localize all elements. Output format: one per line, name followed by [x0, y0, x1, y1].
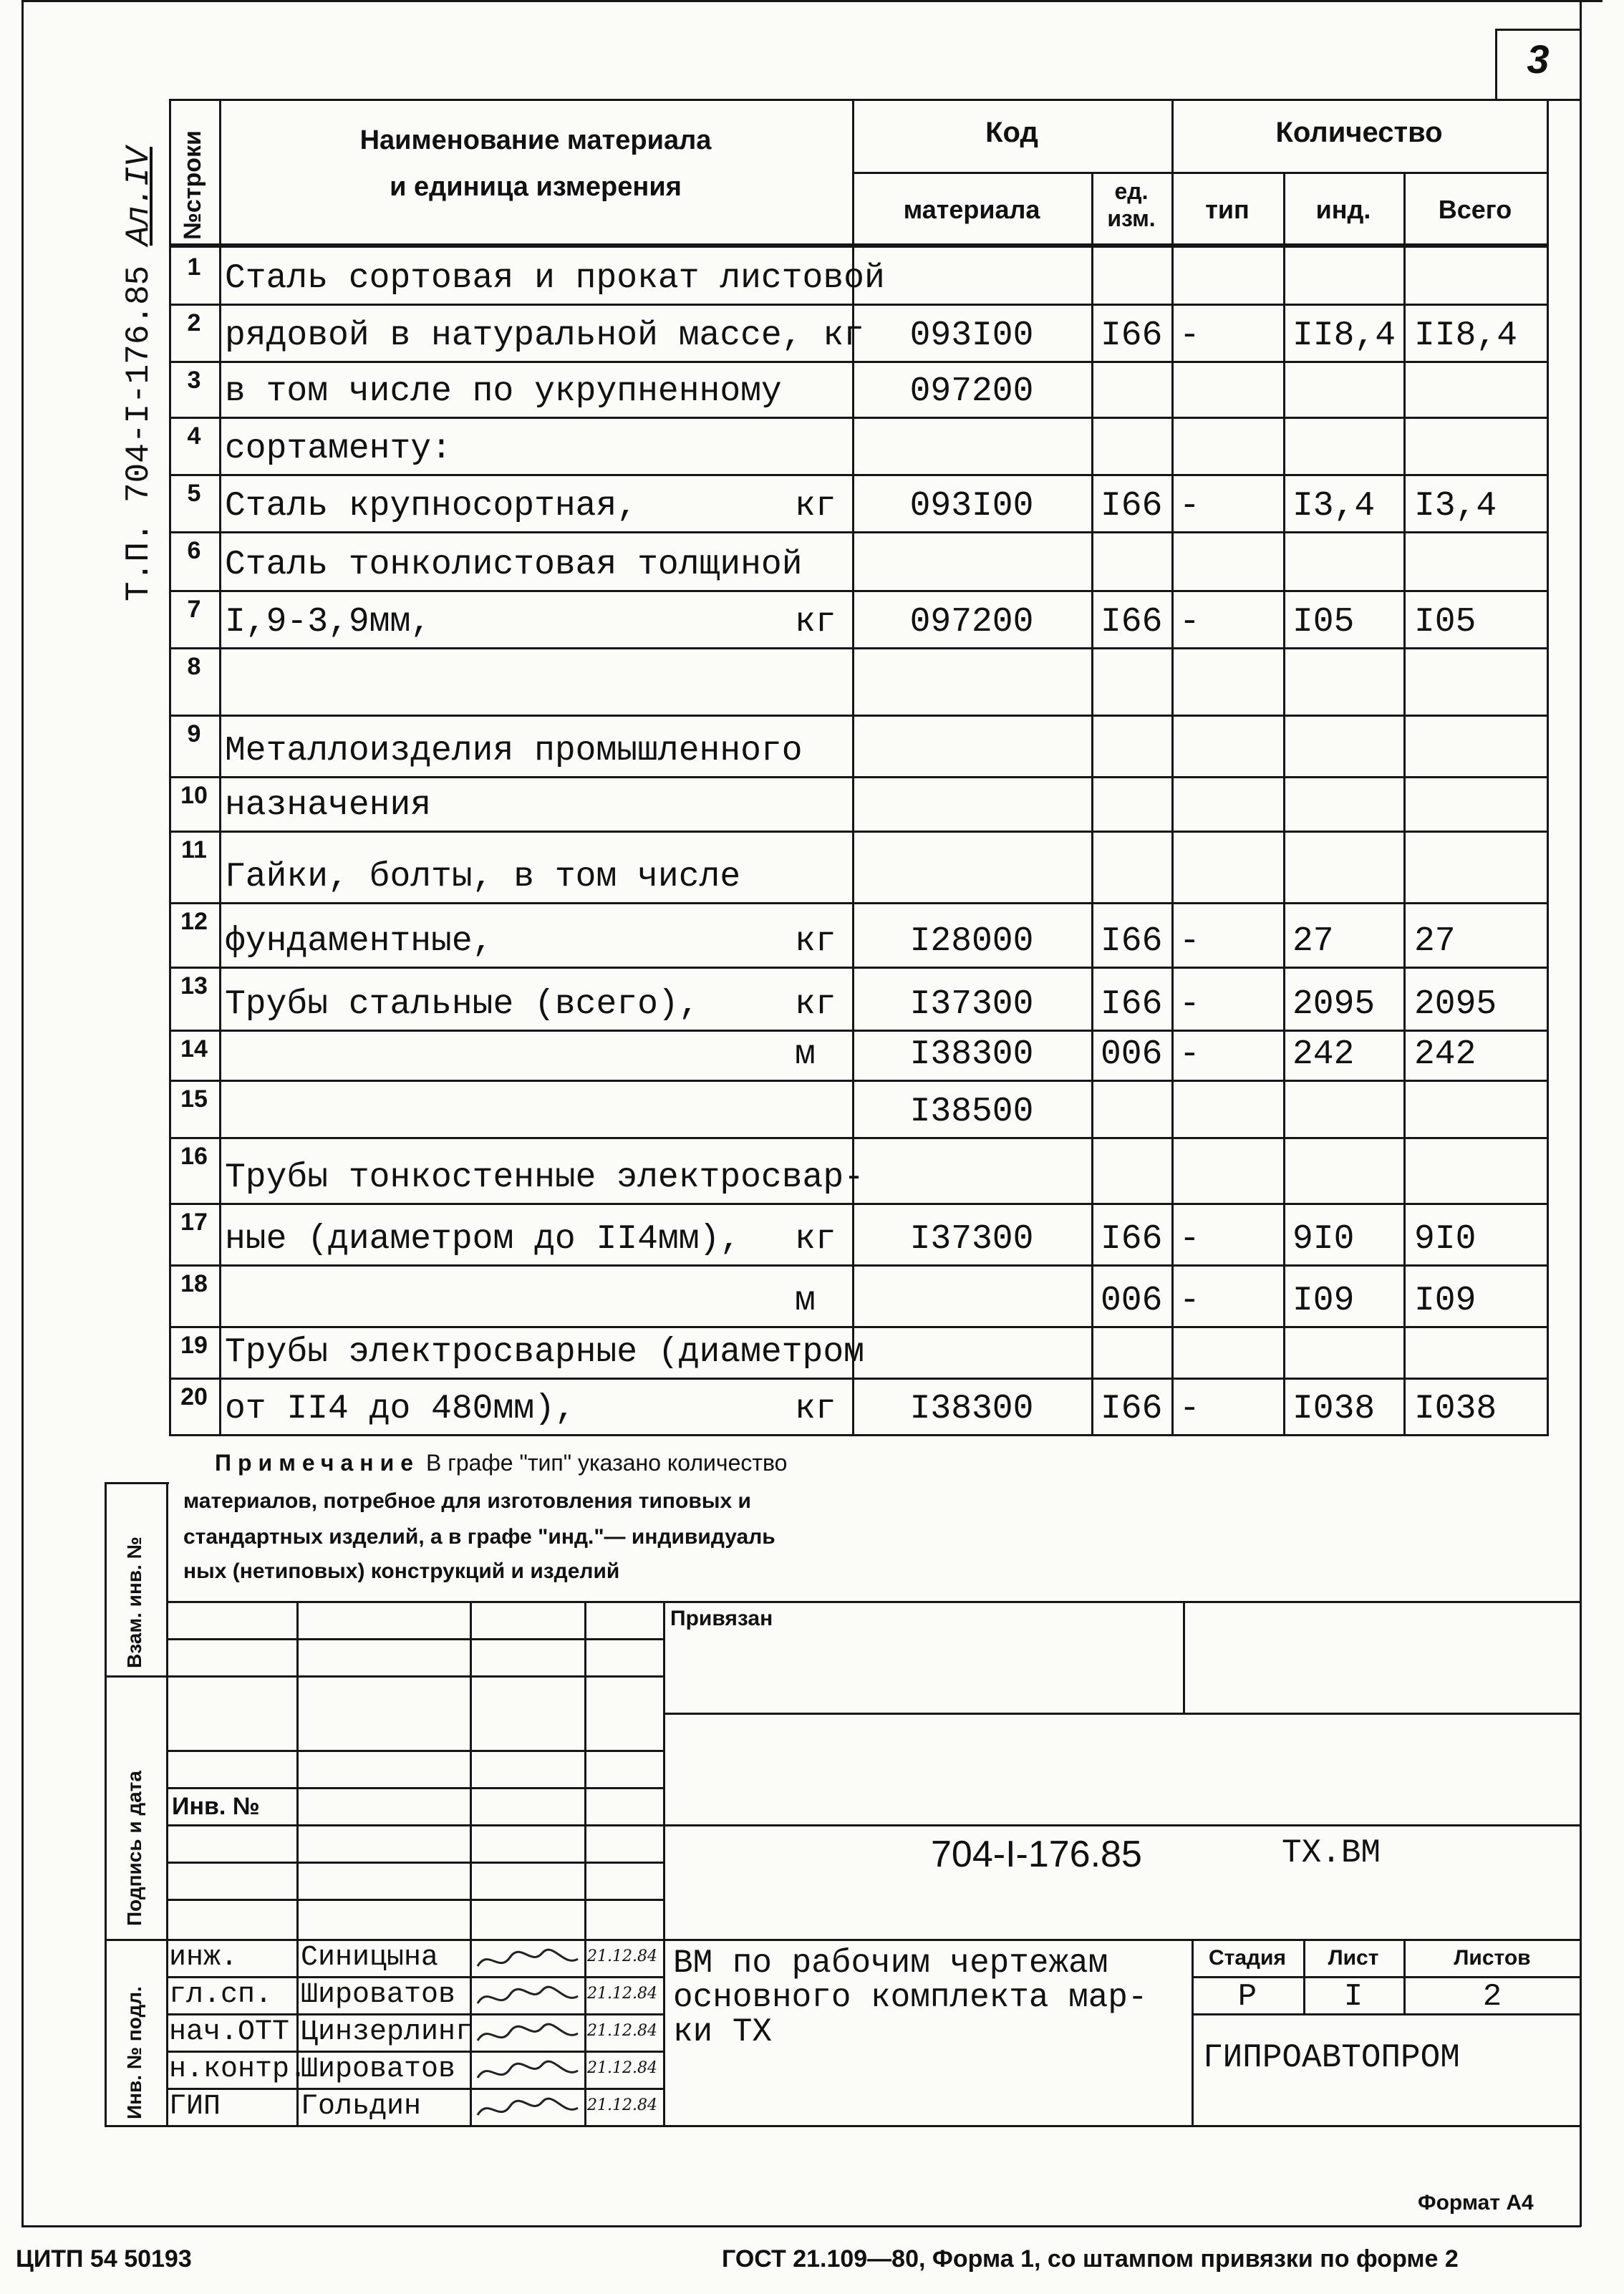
col-unit-sep [1171, 99, 1174, 1434]
header-ind: инд. [1315, 195, 1371, 224]
table-top [169, 99, 1581, 101]
cell-type: - [1179, 1282, 1200, 1320]
cell-type: - [1179, 603, 1200, 642]
cell-unit-label: кг [795, 603, 836, 642]
row-divider [169, 715, 1549, 717]
inv-label: Инв. № [172, 1793, 260, 1820]
cell-material-name: Сталь сортовая и прокат листовой [225, 259, 885, 298]
signature-date: 21.12.84 [587, 1947, 657, 1965]
header-bottom [169, 243, 1549, 248]
frame-right-border [1580, 0, 1582, 2227]
row-divider [169, 1137, 1549, 1139]
cell-unit-label: кг [795, 487, 836, 526]
row-divider [169, 1264, 1549, 1267]
cell-ind: II8,4 [1292, 316, 1396, 355]
row-divider [169, 1378, 1549, 1380]
cell-type: - [1179, 487, 1200, 526]
cell-total: 27 [1414, 922, 1456, 961]
cell-row-number: 16 [180, 1143, 208, 1170]
cell-material-name: ные (диаметром до II4мм), [225, 1220, 741, 1259]
doc-title-line1: ВМ по рабочим чертежам [673, 1945, 1108, 1982]
cell-row-number: 13 [180, 972, 208, 1000]
cell-unit-label: кг [795, 985, 836, 1024]
signature-name: Цинзерлинг [301, 2016, 473, 2048]
cell-material-name: I,9-3,9мм, [225, 603, 432, 642]
cell-unit-code: 006 [1101, 1035, 1163, 1074]
signature-scribble [474, 1945, 581, 1976]
signature-date: 21.12.84 [587, 1985, 657, 2003]
cell-row-number: 2 [187, 309, 201, 337]
cell-unit-code: I66 [1101, 922, 1163, 961]
cell-ind: I09 [1292, 1282, 1355, 1320]
side-strip-left [105, 1482, 107, 2126]
cell-material-code: I38300 [909, 1035, 1034, 1074]
cell-row-number: 8 [187, 653, 201, 680]
stamp-row-f [166, 1862, 663, 1864]
side-strip-sep2 [105, 1939, 169, 1941]
footer-left: ЦИТП 54 50193 [16, 2245, 192, 2273]
cell-unit-label: м [795, 1282, 816, 1320]
stamp-bound-bottom [663, 1713, 1581, 1715]
signature-role: инж. [169, 1942, 238, 1974]
cell-type: - [1179, 1220, 1200, 1259]
frame-left-border [21, 0, 24, 2227]
header-name-line2: и единица измерения [390, 172, 682, 202]
sheet-number: 3 [1527, 37, 1550, 82]
row-divider [169, 647, 1549, 649]
stamp-row-d [166, 1787, 663, 1789]
stamp-col1 [296, 1601, 299, 2127]
cell-total: 9I0 [1414, 1220, 1476, 1259]
row-divider [169, 304, 1549, 306]
cell-ind: I05 [1292, 603, 1355, 642]
signature-date: 21.12.84 [587, 2059, 657, 2077]
stamp-col3 [584, 1601, 586, 2127]
cell-material-code: I37300 [909, 1220, 1034, 1259]
cell-row-number: 19 [180, 1332, 208, 1359]
cell-row-number: 3 [187, 367, 201, 394]
signature-scribble [474, 2094, 581, 2125]
sheets-label: Листов [1454, 1946, 1531, 1970]
side-doc-label: Т.П. 704-I-176.85 Ал.IV [120, 147, 158, 601]
note-line4: ных (нетиповых) конструкций и изделий [183, 1559, 620, 1583]
cell-row-number: 1 [187, 253, 201, 281]
frame-top-border [21, 0, 1603, 2]
signature-date: 21.12.84 [587, 2096, 657, 2114]
vzam-label: Взам. инв. № [123, 1536, 145, 1668]
cell-material-code: I37300 [909, 985, 1034, 1024]
cell-material-name: Металлоизделия промышленного [225, 732, 803, 770]
cell-row-number: 5 [187, 480, 201, 507]
col-rowno-sep [219, 99, 221, 1434]
side-strip-right [166, 1482, 168, 2126]
cell-type: - [1179, 922, 1200, 961]
row-divider [169, 417, 1549, 419]
cell-ind: 242 [1292, 1035, 1355, 1074]
cell-material-code: 097200 [909, 603, 1034, 642]
signature-name: Широватов [301, 2053, 456, 2086]
table-right [1547, 99, 1549, 1434]
signature-role: ГИП [169, 2091, 221, 2123]
cell-total: I3,4 [1414, 487, 1497, 526]
cell-material-name: назначения [225, 786, 432, 825]
cell-row-number: 7 [187, 596, 201, 623]
note-line2: материалов, потребное для изготовления типовых и [183, 1489, 751, 1513]
cell-unit-code: I66 [1101, 1390, 1163, 1428]
stamp-bound-sep [1183, 1601, 1185, 1713]
row-divider [169, 361, 1549, 363]
cell-material-code: 093I00 [909, 487, 1034, 526]
table-bottom [169, 1434, 1549, 1436]
note-title: Примечание [215, 1450, 420, 1476]
cell-row-number: 14 [180, 1035, 208, 1063]
cell-unit-code: I66 [1101, 603, 1163, 642]
stage-value: Р [1237, 1979, 1257, 2015]
cell-row-number: 9 [187, 720, 201, 747]
stamp-row-a [166, 1638, 663, 1640]
stamp-row-b [166, 1675, 663, 1678]
cell-ind: 9I0 [1292, 1220, 1355, 1259]
stamp-row-e [166, 1824, 1581, 1826]
row-divider [169, 1326, 1549, 1328]
cell-material-code: 097200 [909, 372, 1034, 411]
signature-name: Синицына [301, 1942, 439, 1974]
side-strip-top [105, 1482, 169, 1484]
cell-material-name: Сталь крупносортная, [225, 487, 638, 526]
note-text-1: В графе "тип" указано количество [425, 1450, 788, 1476]
cell-total: I038 [1414, 1390, 1497, 1428]
doc-title [673, 1946, 1148, 2049]
header-unit: ед. изм. [1107, 178, 1156, 231]
cell-ind: I3,4 [1292, 487, 1376, 526]
cell-row-number: 20 [180, 1383, 208, 1410]
cell-unit-code: I66 [1101, 1220, 1163, 1259]
stamp-row-i [166, 1976, 663, 1978]
row-divider [169, 776, 1549, 778]
stamp-row-g [166, 1899, 663, 1901]
cell-type: - [1179, 1035, 1200, 1074]
cell-material-name: Гайки, болты, в том числе [225, 858, 741, 896]
side-strip-sep1 [105, 1675, 169, 1678]
stamp-row-c [166, 1750, 663, 1752]
cell-material-name: в том числе по укрупненному [225, 372, 782, 411]
sheet-box-top [1495, 29, 1581, 31]
podpis-label: Подпись и дата [123, 1771, 145, 1926]
cell-ind: 27 [1292, 922, 1334, 961]
row-divider [169, 1030, 1549, 1032]
header-type: тип [1205, 195, 1250, 224]
cell-row-number: 18 [180, 1270, 208, 1297]
header-material: материала [903, 195, 1040, 224]
cell-material-name: рядовой в натуральной массе, кг [225, 316, 864, 355]
footer-right: ГОСТ 21.109—80, Форма 1, со штампом привязки по форме 2 [722, 2245, 1459, 2273]
header-row-no: №строки [179, 130, 206, 240]
cell-unit-code: I66 [1101, 487, 1163, 526]
signature-role: нач.ОТТ [169, 2016, 290, 2048]
stamp-col4 [663, 1601, 665, 2127]
cell-material-name: Трубы электросварные (диаметром [225, 1333, 864, 1372]
sheets-value: 2 [1482, 1979, 1502, 2015]
cell-total: I05 [1414, 603, 1476, 642]
cell-unit-code: I66 [1101, 316, 1163, 355]
cell-total: I09 [1414, 1282, 1476, 1320]
cell-row-number: 4 [187, 422, 201, 450]
note-line3: стандартных изделий, а в графе "инд."— индивидуаль [183, 1525, 775, 1549]
doc-code-mark: ТХ.ВМ [1282, 1834, 1381, 1872]
stamp-top [166, 1601, 1581, 1603]
sheet-label: Лист [1328, 1946, 1379, 1970]
cell-type: - [1179, 1390, 1200, 1428]
row-divider [169, 831, 1549, 833]
header-subline [852, 172, 1547, 174]
sheet-value: I [1343, 1979, 1363, 2015]
cell-material-name: Сталь тонколистовая толщиной [225, 546, 803, 584]
cell-ind: 2095 [1292, 985, 1376, 1024]
cell-material-name: сортаменту: [225, 430, 452, 468]
row-divider [169, 531, 1549, 533]
cell-material-code: I38500 [909, 1093, 1034, 1131]
row-divider [169, 474, 1549, 476]
header-total: Всего [1438, 195, 1512, 224]
note-line1 [215, 1450, 787, 1476]
header-code: Код [985, 117, 1038, 148]
cell-row-number: 11 [181, 836, 207, 863]
row-divider [169, 1203, 1549, 1205]
cell-total: II8,4 [1414, 316, 1518, 355]
header-name-line1: Наименование материала [359, 125, 712, 155]
inv-podl-label: Инв. № подл. [123, 1986, 145, 2119]
stamp-row-l [166, 2088, 663, 2090]
cell-unit-code: I66 [1101, 985, 1163, 1024]
cell-row-number: 17 [180, 1209, 208, 1236]
cell-ind: I038 [1292, 1390, 1376, 1428]
stage-row-sep1 [1192, 1976, 1581, 1978]
cell-total: 242 [1414, 1035, 1476, 1074]
stamp-bottom [105, 2125, 1581, 2127]
doc-code-number: 704-I-176.85 [931, 1834, 1142, 1875]
bound-label: Привязан [670, 1607, 773, 1630]
signature-scribble [474, 2019, 581, 2051]
stamp-row-h [166, 1939, 1581, 1941]
frame-bottom-border [21, 2225, 1581, 2227]
cell-material-code: I38300 [909, 1390, 1034, 1428]
signature-date: 21.12.84 [587, 2022, 657, 2040]
row-divider [169, 902, 1549, 904]
signature-name: Широватов [301, 1979, 456, 2011]
cell-unit-label: кг [795, 922, 836, 961]
doc-title-line3: ки ТХ [673, 2013, 773, 2051]
cell-type: - [1179, 985, 1200, 1024]
cell-material-code: I28000 [909, 922, 1034, 961]
row-divider [169, 967, 1549, 969]
cell-material-name: Трубы тонкостенные электросвар- [225, 1158, 864, 1197]
stamp-row-j [166, 2013, 663, 2015]
signature-role: гл.сп. [169, 1979, 273, 2011]
cell-material-name: Трубы стальные (всего), [225, 985, 700, 1024]
format-label: Формат А4 [1418, 2191, 1534, 2215]
signature-role: н.контр. [169, 2053, 307, 2086]
cell-unit-label: м [795, 1035, 816, 1074]
row-divider [169, 590, 1549, 592]
organization: ГИПРОАВТОПРОМ [1203, 2039, 1460, 2076]
header-quantity: Количество [1275, 117, 1443, 148]
signature-scribble [474, 2056, 581, 2088]
cell-total: 2095 [1414, 985, 1497, 1024]
stamp-row-k [166, 2051, 663, 2053]
doc-title-line2: основного комплекта мар- [673, 1979, 1148, 2016]
cell-material-code: 093I00 [909, 316, 1034, 355]
cell-unit-label: кг [795, 1220, 836, 1259]
cell-row-number: 10 [180, 782, 208, 809]
stage-label: Стадия [1208, 1946, 1287, 1970]
cell-unit-code: 006 [1101, 1282, 1163, 1320]
cell-row-number: 15 [180, 1085, 208, 1113]
cell-row-number: 12 [180, 908, 208, 935]
signature-name: Гольдин [301, 2091, 422, 2123]
row-divider [169, 1080, 1549, 1082]
signature-scribble [474, 1982, 581, 2013]
cell-unit-label: кг [795, 1390, 836, 1428]
cell-type: - [1179, 316, 1200, 355]
cell-material-name: от II4 до 480мм), [225, 1390, 576, 1428]
cell-material-name: фундаментные, [225, 922, 493, 961]
cell-row-number: 6 [187, 537, 201, 564]
